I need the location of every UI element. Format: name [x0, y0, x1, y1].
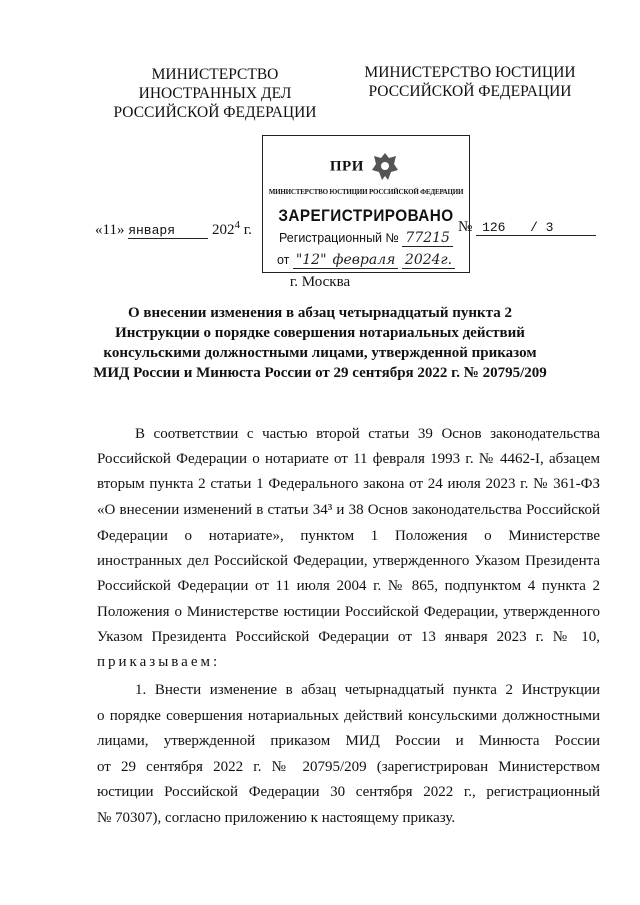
document-body — [97, 0, 600, 905]
order-city: г. Москва — [289, 274, 351, 290]
stamp-registered: ЗАРЕГИСТРИРОВАНО — [278, 206, 454, 225]
issuer-minjust-line: РОССИЙСКОЙ ФЕДЕРАЦИИ — [368, 83, 572, 100]
body-line: о порядке совершения нотариальных действий консульскими должностными — [97, 708, 600, 724]
title-line: консульскими должностными лицами, утвержденной приказом — [103, 345, 537, 361]
order-year-prefix: 202 — [211, 222, 235, 238]
order-year-g: г. — [243, 222, 252, 238]
order-day: «11» — [95, 222, 125, 238]
stamp-title: ПРИ — [329, 158, 364, 175]
issuer-mid-line: ИНОСТРАННЫХ ДЕЛ — [138, 85, 292, 102]
body-line: от 29 сентября 2022 г. № 20795/209 (зарегистрирован Министерством — [97, 759, 600, 775]
stamp-reg-number: 77215 — [402, 230, 453, 247]
title-line: Инструкции о порядке совершения нотариальных действий — [115, 325, 525, 341]
body-line: лицами, утвержденной приказом МИД России и Минюста России — [97, 733, 600, 749]
body-line: 1. Внести изменение в абзац четырнадцатый пункта 2 Инструкции — [135, 682, 600, 698]
order-number-suffix: / 3 — [530, 220, 596, 236]
stamp-date-year: 2024г. — [402, 252, 455, 269]
stamp-date-prefix: от — [276, 253, 290, 267]
body-line: В соответствии с частью второй статьи 39 Основ законодательства — [135, 426, 600, 442]
body-line: Российской Федерации от 11 июля 2004 г. № 865, подпунктом 4 пункта 2 — [97, 578, 600, 594]
order-number-value: 126 — [476, 220, 530, 236]
body-line: Федерации о нотариате», пунктом 1 Положения о Министерстве — [97, 528, 600, 544]
order-number-label: № — [458, 219, 473, 235]
title-line: МИД России и Минюста России от 29 сентября 2022 г. № 20795/209 — [93, 365, 547, 381]
issuer-minjust-line: МИНИСТЕРСТВО ЮСТИЦИИ — [364, 64, 576, 81]
title-line: О внесении изменения в абзац четырнадцатый пункта 2 — [128, 305, 512, 321]
stamp-date-day: "12" — [293, 252, 330, 269]
body-line: Положения о Министерстве юстиции Российской Федерации, утвержденного — [97, 604, 600, 620]
stamp-date-month: февраля — [330, 252, 399, 269]
body-line: Указом Президента Российской Федерации от 13 января 2023 г. № 10, — [97, 629, 600, 645]
body-line: «О внесении изменений в статьи 34³ и 38 Основ законодательства Российской — [97, 502, 600, 518]
body-line-order-verb: приказываем: — [97, 654, 221, 670]
order-month: января — [128, 223, 208, 239]
stamp-reg-label: Регистрационный № — [279, 231, 399, 245]
issuer-mid-line: МИНИСТЕРСТВО — [151, 66, 279, 83]
order-year-suffix: 4 — [234, 219, 240, 231]
body-line: юстиции Российской Федерации 30 сентября 2022 г., регистрационный — [97, 784, 600, 800]
body-line: Российской Федерации о нотариате от 11 февраля 1993 г. № 4462-I, абзацем — [97, 451, 600, 467]
issuer-mid-line: РОССИЙСКОЙ ФЕДЕРАЦИИ — [113, 104, 317, 121]
body-line: № 70307), согласно приложению к настоящему приказу. — [97, 810, 456, 826]
body-line: иностранных дел Российской Федерации, утвержденного Указом Президента — [97, 553, 600, 569]
stamp-ministry: МИНИСТЕРСТВО ЮСТИЦИИ РОССИЙСКОЙ ФЕДЕРАЦИИ — [268, 188, 464, 196]
body-line: вторым пункта 2 статьи 1 Федерального закона от 24 июля 2023 г. № 361-ФЗ — [97, 476, 600, 492]
